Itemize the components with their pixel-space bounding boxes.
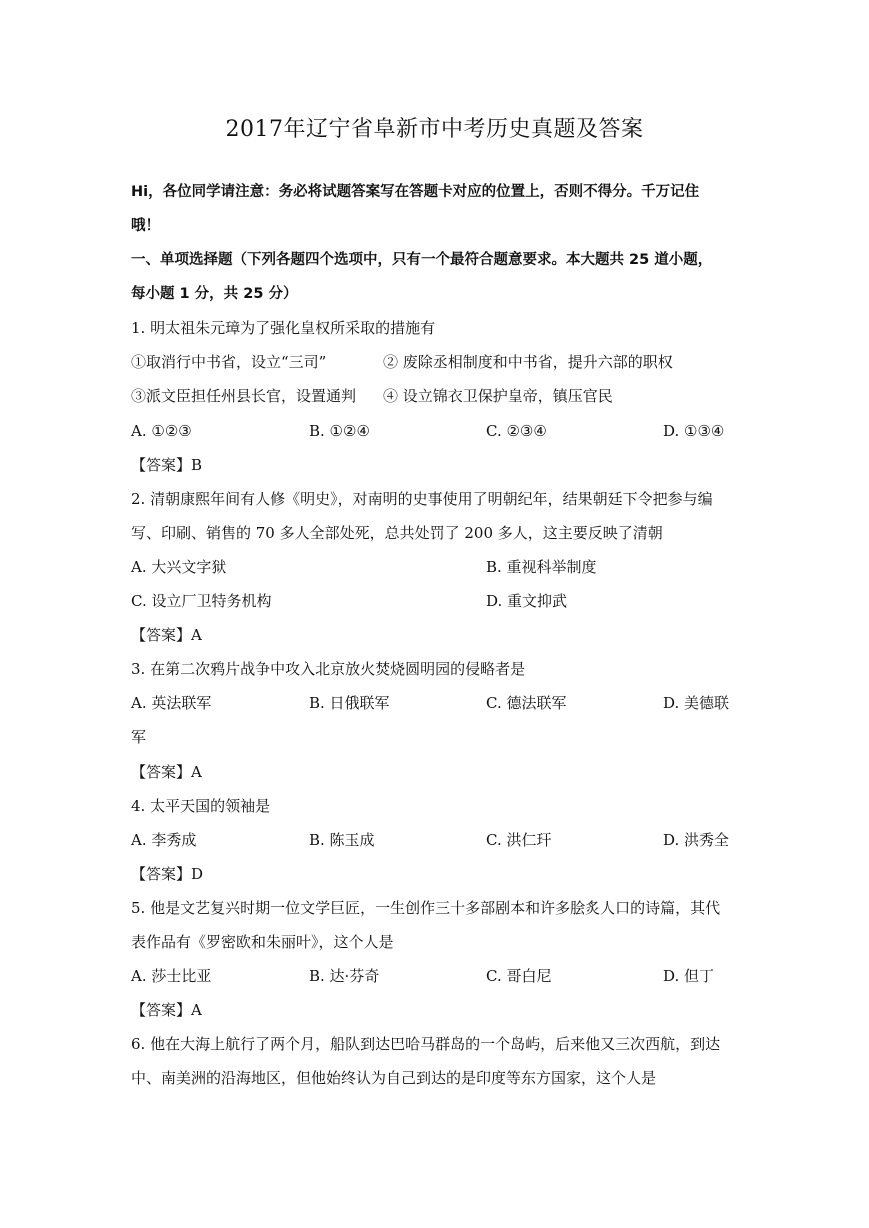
question-2-stem: 2. 清朝康熙年间有人修《明史》，对南明的史事使用了明朝纪年，结果朝廷下令把参与编 bbox=[131, 490, 713, 508]
question-3-option-d-wrap: 军 bbox=[131, 728, 147, 746]
question-1-item-1: ①取消行中书省，设立“三司” bbox=[131, 353, 327, 371]
question-5-option-b: B. 达·芬奇 bbox=[309, 967, 380, 985]
question-5-stem: 5. 他是文艺复兴时期一位文学巨匠，一生创作三十多部剧本和许多脍炙人口的诗篇，其代 bbox=[131, 899, 721, 917]
question-6-stem: 6. 他在大海上航行了两个月，船队到达巴哈马群岛的一个岛屿，后来他又三次西航，到达 bbox=[131, 1035, 721, 1053]
document-title: 2017年辽宁省阜新市中考历史真题及答案 bbox=[225, 117, 644, 142]
question-2-option-d: D. 重文抑武 bbox=[486, 592, 568, 610]
question-4-answer: 【答案】D bbox=[131, 865, 204, 883]
question-1-item-2: ② 废除丞相制度和中书省，提升六部的职权 bbox=[383, 353, 673, 371]
question-5-option-d: D. 但丁 bbox=[663, 967, 715, 985]
question-4-option-b: B. 陈玉成 bbox=[309, 831, 375, 849]
notice-text: Hi，各位同学请注意：务必将试题答案写在答题卡对应的位置上，否则不得分。千万记住 bbox=[131, 184, 700, 200]
question-5-option-a: A. 莎士比亚 bbox=[131, 967, 212, 985]
question-3-option-d: D. 美德联 bbox=[663, 694, 730, 712]
question-5-stem-cont: 表作品有《罗密欧和朱丽叶》，这个人是 bbox=[131, 933, 394, 951]
notice-text-cont: 哦！ bbox=[131, 218, 160, 234]
question-4-option-d: D. 洪秀全 bbox=[663, 831, 730, 849]
question-3-option-c: C. 德法联军 bbox=[486, 694, 567, 712]
question-2-option-a: A. 大兴文字狱 bbox=[131, 558, 227, 576]
question-2-stem-cont: 写、印刷、销售的 70 多人全部处死，总共处罚了 200 多人，这主要反映了清朝 bbox=[131, 524, 663, 542]
question-1-item-4: ④ 设立锦衣卫保护皇帝，镇压官民 bbox=[383, 387, 613, 405]
question-2-answer: 【答案】A bbox=[131, 626, 202, 644]
question-1-stem: 1. 明太祖朱元璋为了强化皇权所采取的措施有 bbox=[131, 319, 436, 337]
question-4-option-a: A. 李秀成 bbox=[131, 831, 197, 849]
section-heading-cont: 每小题 1 分，共 25 分） bbox=[131, 286, 298, 302]
question-3-answer: 【答案】A bbox=[131, 763, 202, 781]
question-1-option-a: A. ①②③ bbox=[131, 422, 192, 440]
question-1-answer: 【答案】B bbox=[131, 456, 203, 474]
question-5-option-c: C. 哥白尼 bbox=[486, 967, 552, 985]
question-3-option-b: B. 日俄联军 bbox=[309, 694, 390, 712]
question-1-option-d: D. ①③④ bbox=[663, 422, 725, 440]
question-3-option-a: A. 英法联军 bbox=[131, 694, 212, 712]
question-5-answer: 【答案】A bbox=[131, 1001, 202, 1019]
question-2-option-c: C. 设立厂卫特务机构 bbox=[131, 592, 272, 610]
question-6-stem-cont: 中、南美洲的沿海地区，但他始终认为自己到达的是印度等东方国家，这个人是 bbox=[131, 1069, 657, 1087]
question-4-stem: 4. 太平天国的领袖是 bbox=[131, 797, 271, 815]
question-3-stem: 3. 在第二次鸦片战争中攻入北京放火焚烧圆明园的侵略者是 bbox=[131, 660, 526, 678]
question-4-option-c: C. 洪仁玕 bbox=[486, 831, 552, 849]
question-2-option-b: B. 重视科举制度 bbox=[486, 558, 597, 576]
section-heading: 一、单项选择题（下列各题四个选项中，只有一个最符合题意要求。本大题共 25 道小题， bbox=[131, 252, 713, 268]
question-1-option-c: C. ②③④ bbox=[486, 422, 547, 440]
question-1-item-3: ③派文臣担任州县长官，设置通判 bbox=[131, 387, 357, 405]
question-1-option-b: B. ①②④ bbox=[309, 422, 370, 440]
